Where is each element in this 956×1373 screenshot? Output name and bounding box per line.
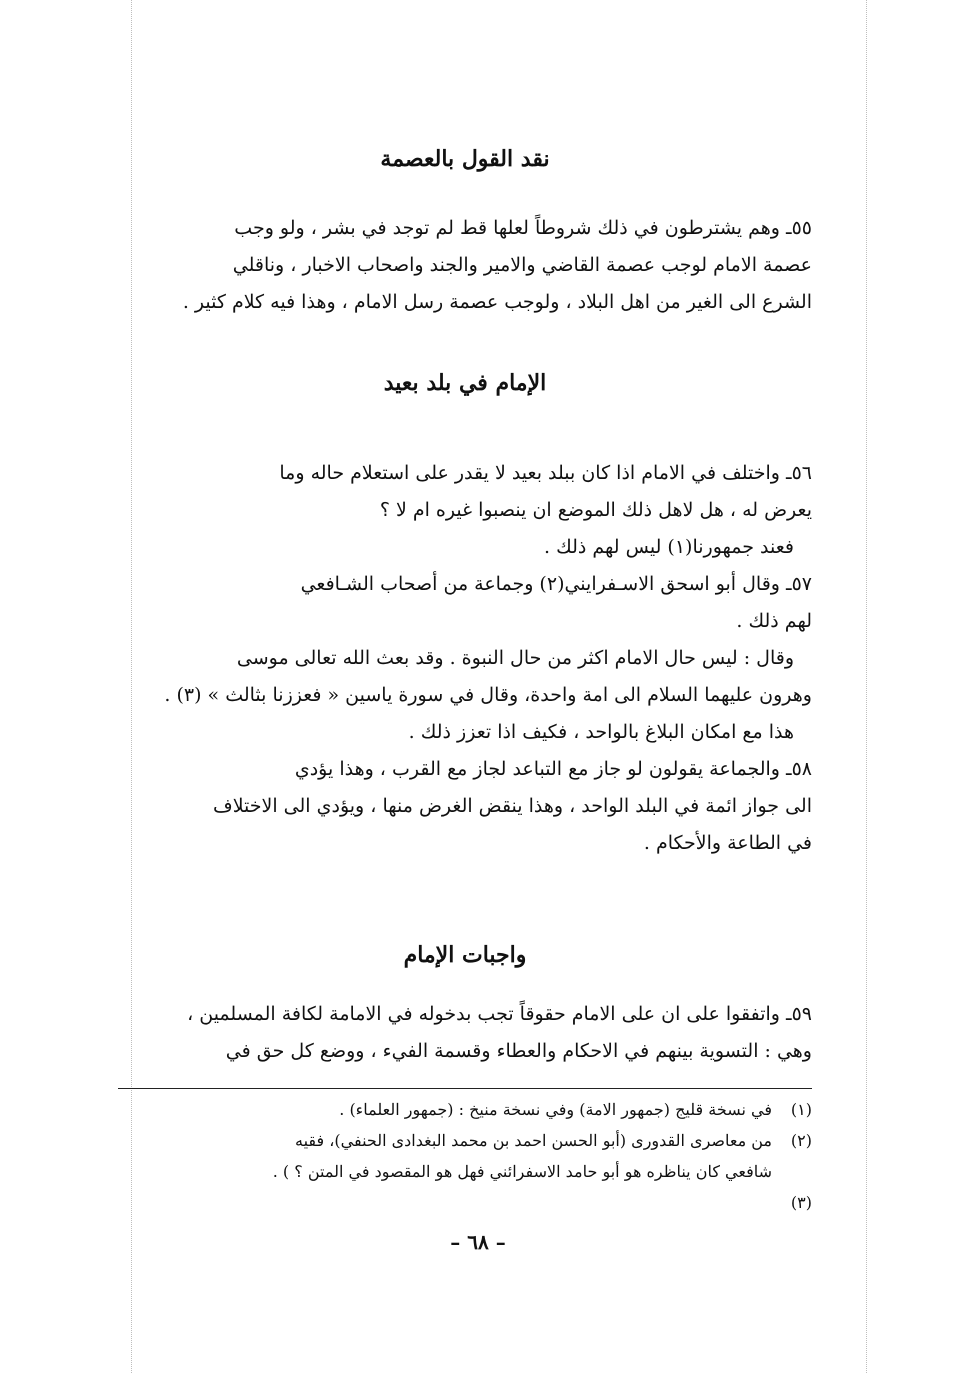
paragraph [118,455,812,862]
footnote-item [118,1187,812,1218]
text-line: عصمة الامام لوجب عصمة القاضي والامير والجند واصحاب الاخبار ، وناقلي [232,254,812,276]
text-line: ٥٦ـ واختلف في الامام اذا كان ببلد بعيد لا يقدر على استعلام حاله وما [279,462,812,484]
section-title: الإمام في بلد بعيد [383,370,547,396]
text-line: ٥٧ـ وقال أبو اسحق الاسـفرايني(٢) وجماعة من أصحاب الشـافعي [300,573,812,595]
footnote-item [118,1125,812,1156]
text-line: في الطاعة والأحكام . [643,832,812,854]
text-line: فعند جمهورنا(١) ليس لهم ذلك . [544,536,794,558]
text-line: هذا مع امكان البلاغ بالواحد ، فكيف اذا تعزز ذلك . [408,721,794,743]
text-line: الى جواز ائمة في البلد الواحد ، وهذا ينقض الغرض منها ، ويؤدي الى الاختلاف [213,795,812,817]
page-number: – ٦٨ – [450,1230,506,1254]
footnote-text: من معاصرى القدورى (أبو الحسن احمد بن محمد البغدادى الحنفي)، فقيه [295,1131,772,1150]
footnote-text: شافعي كان يناظره هو أبو حامد الاسفرائني فهل هو المقصود في المتن ؟ ) . [272,1162,772,1181]
footnote-item [118,1156,812,1187]
footnote-divider [118,1088,812,1089]
footnote-item [118,1094,812,1125]
paragraph [118,210,812,321]
footnote-text [118,1187,772,1218]
text-line: يعرض له ، هل لاهل ذلك الموضع ان ينصبوا غيره ام لا ؟ [379,499,812,521]
text-line: ٥٥ـ وهم يشترطون في ذلك شروطاً لعلها قط لم توجد في بشر ، ولو وجب [234,217,812,239]
footnote-number: (٢) [790,1131,812,1150]
text-line: الشرع الى الغير من اهل البلاد ، ولوجب عصمة رسل الامام ، وهذا فيه كلام كثير . [182,291,812,313]
text-line: لهم ذلك . [736,610,812,632]
text-line: وهي : التسوية بينهم في الاحكام والعطاء وقسمة الفيء ، ووضع كل حق في [225,1040,812,1062]
text-line: ٥٩ـ واتفقوا على ان على الامام حقوقاً تجب بدخوله في الامامة لكافة المسلمين ، [187,1003,812,1025]
text-line: وهرون عليهما السلام الى امة واحدة، وقال في سورة ياسين « فعززنا بثالث » (٣) . [164,684,812,706]
footnote-number [772,1156,812,1187]
section-title: واجبات الإمام [403,942,527,968]
footnote-text: في نسخة قليج (جمهور الامة) وفي نسخة منيخ : (جمهور العلماء) . [339,1100,772,1119]
paragraph [118,996,812,1070]
footnotes [118,1094,812,1218]
scan-guide-line [866,0,868,1373]
text-line: ٥٨ـ والجماعة يقولون لو جاز مع التباعد لجاز مع القرب ، وهذا يؤدي [294,758,812,780]
text-line: وقال : ليس حال الامام اكثر من حال النبوة . وقد بعث الله تعالى موسى [236,647,794,669]
section-title: نقد القول بالعصمة [380,146,550,172]
footnote-number: (٣) [790,1193,812,1212]
footnote-number: (١) [790,1100,812,1119]
